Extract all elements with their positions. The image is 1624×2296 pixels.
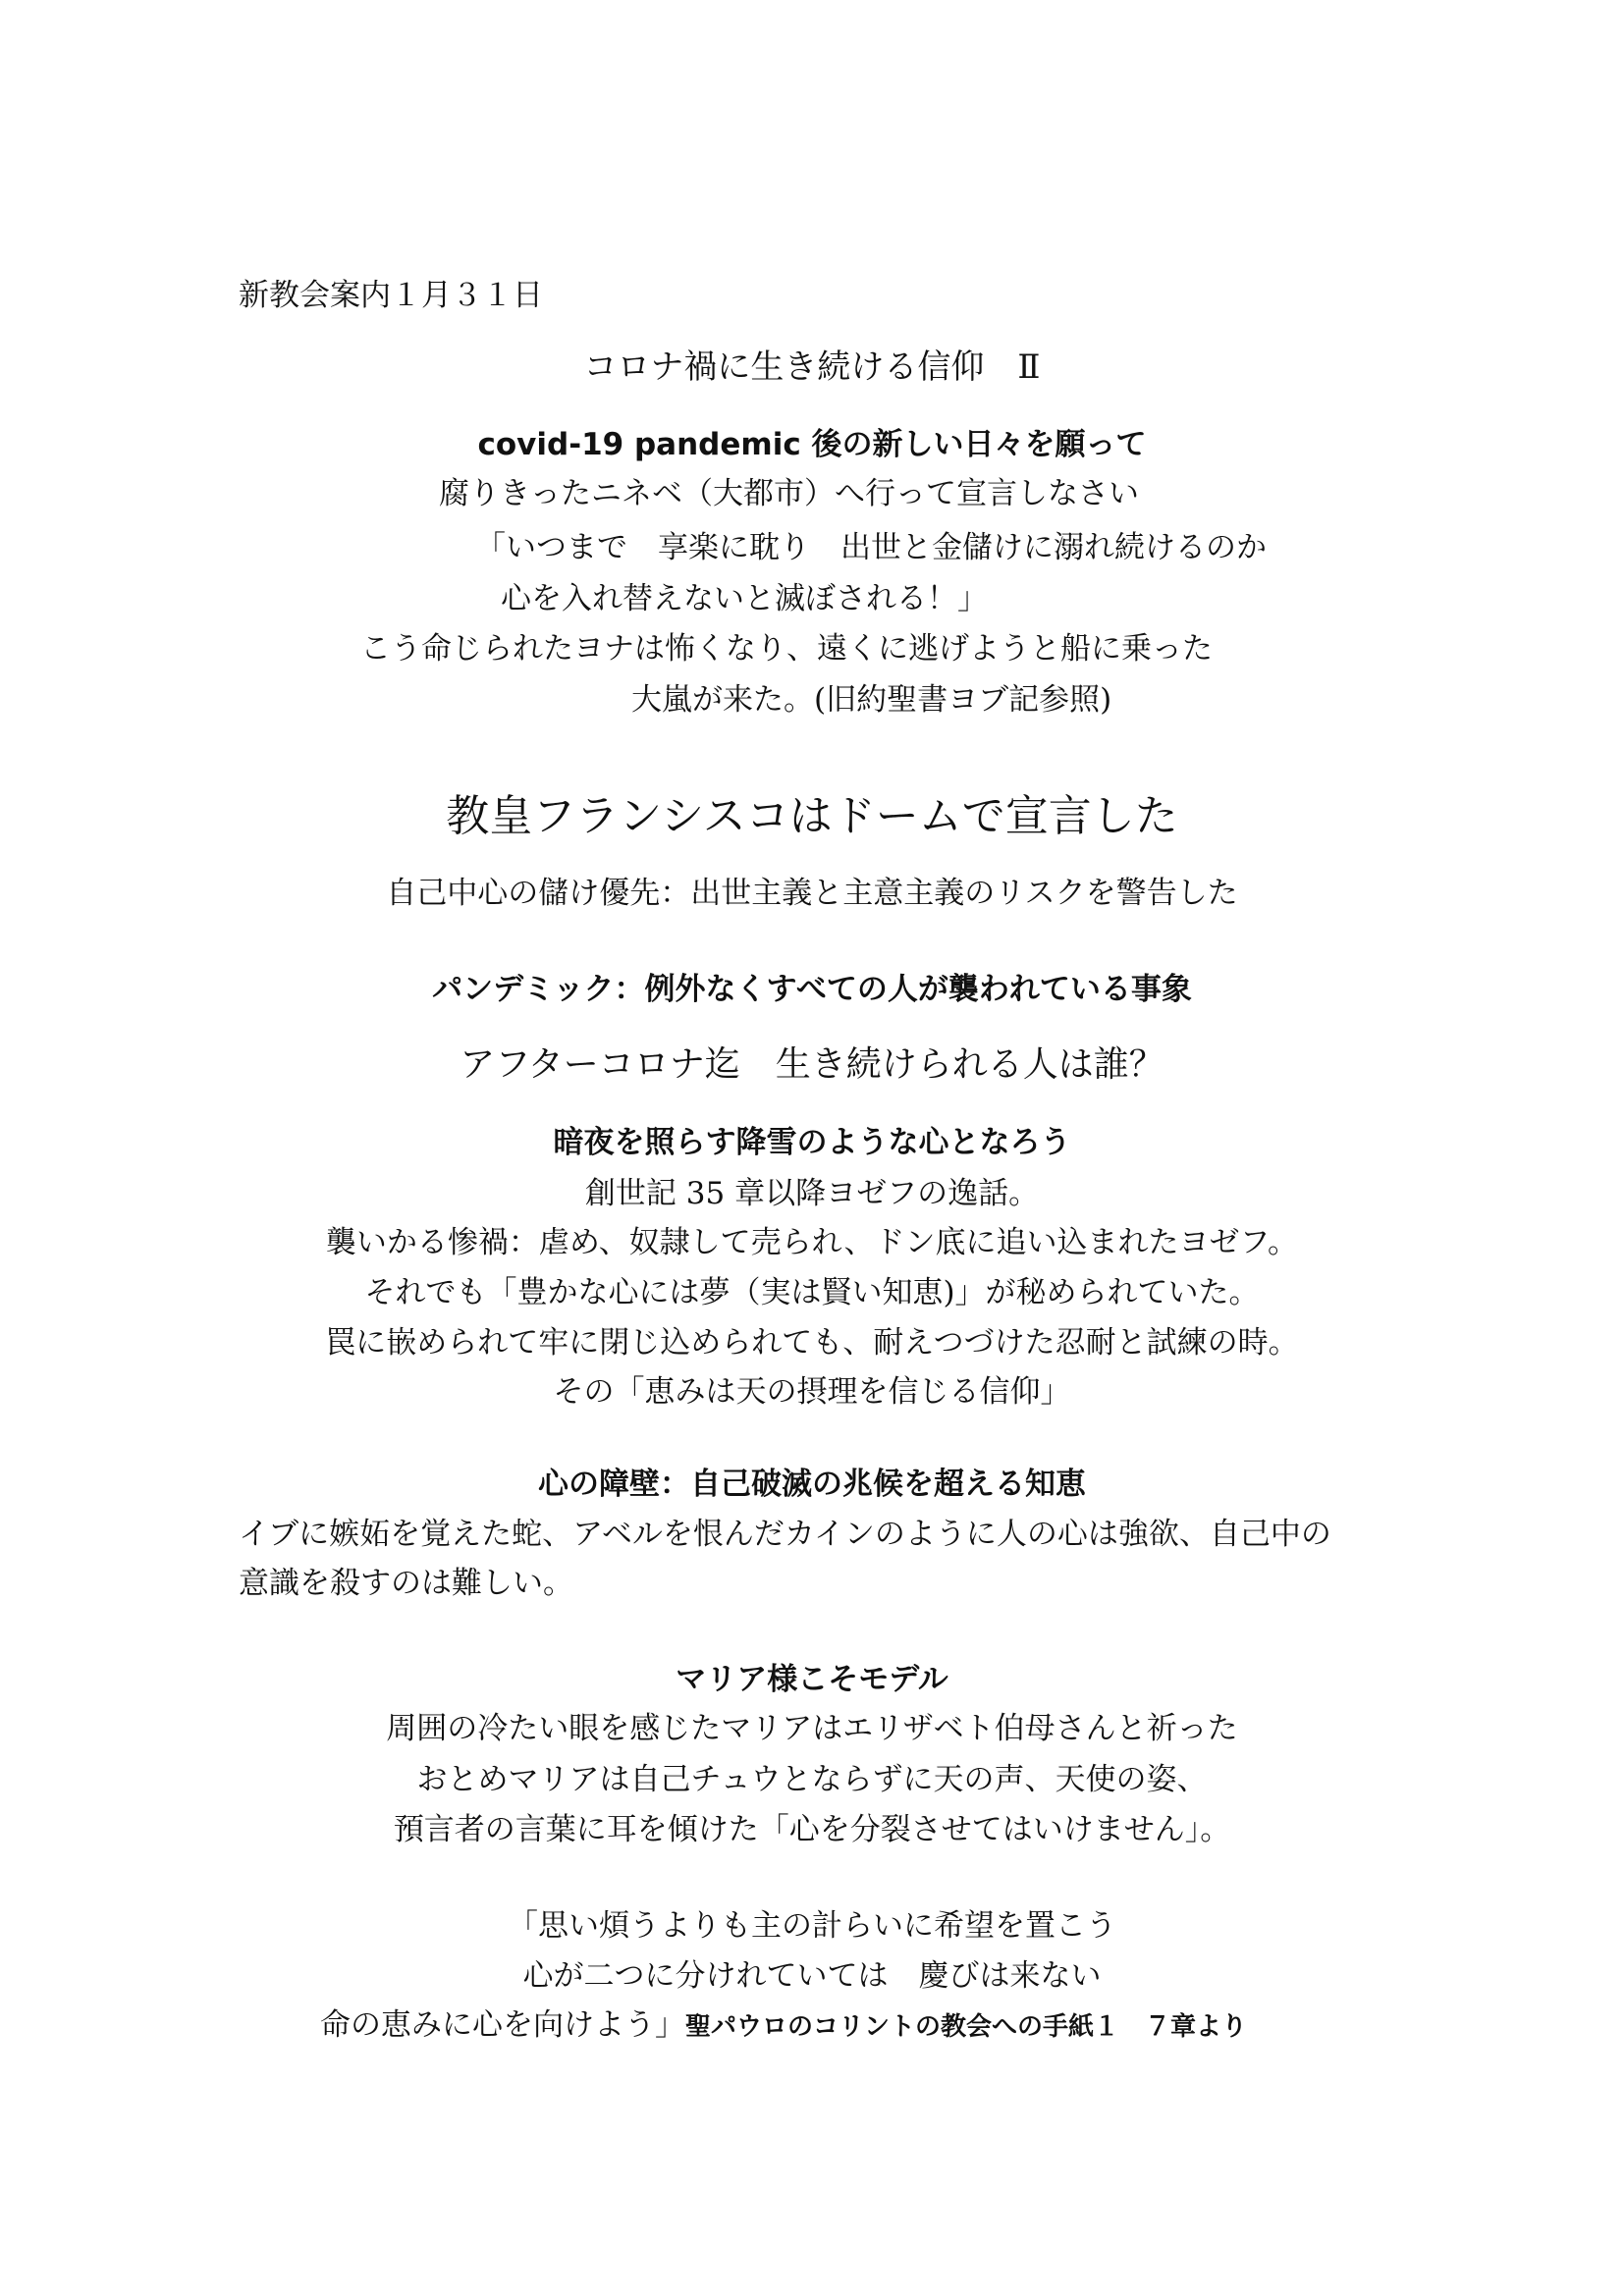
section-heading: 心の障壁：自己破滅の兆候を超える知恵 — [538, 1467, 1086, 1502]
body-line: 意識を殺すのは難しい。 — [239, 1566, 573, 1601]
body-line: 「いつまで 享楽に耽り 出世と金儲けに溺れ続けるのか — [475, 530, 1267, 565]
quote-line: 心が二つに分けれていては 慶びは来ない — [522, 1958, 1102, 1994]
body-line: おとめマリアは自己チュウとならずに天の声、天使の姿、 — [416, 1762, 1208, 1797]
quote-closing — [320, 2007, 1247, 2044]
bold-line: パンデミック：例外なくすべての人が襲われている事象 — [432, 972, 1192, 1007]
quote-line: 命の恵みに心を向けよう」 — [320, 2007, 685, 2043]
body-line: 大嵐が来た。(旧約聖書ヨブ記参照) — [631, 682, 1112, 718]
section-heading: 教皇フランシスコはドームで宣言した — [446, 791, 1178, 841]
section-heading: マリア様こそモデル — [676, 1662, 948, 1697]
page-title: コロナ禍に生き続ける信仰 Ⅱ — [583, 347, 1041, 387]
subtitle: covid-19 pandemic 後の新しい日々を願って — [477, 427, 1147, 462]
body-line: それでも「豊かな心には夢（実は賢い知恵)」が秘められていた。 — [364, 1275, 1260, 1310]
body-line: 罠に嵌められて牢に閉じ込められても、耐えつづけた忍耐と試練の時。 — [325, 1325, 1299, 1361]
body-line: その「恵みは天の摂理を信じる信仰」 — [553, 1374, 1071, 1410]
date-line: 新教会案内１月３１日 — [239, 278, 543, 313]
body-line: イブに嫉妬を覚えた蛇、アベルを恨んだカインのように人の心は強欲、自己中の — [239, 1517, 1331, 1552]
body-line: 腐りきったニネベ（大都市）へ行って宣言しなさい — [439, 476, 1139, 511]
citation: 聖パウロのコリントの教会への手紙１ ７章より — [685, 2012, 1248, 2042]
quote-line: 「思い煩うよりも主の計らいに希望を置こう — [508, 1908, 1116, 1944]
section-heading: 暗夜を照らす降雪のような心となろう — [553, 1125, 1071, 1160]
body-line: 自己中心の儲け優先：出世主義と主意主義のリスクを警告した — [386, 876, 1238, 911]
body-line: 預言者の言葉に耳を傾けた「心を分裂させてはいけません」。 — [393, 1812, 1231, 1847]
body-line: 襲いかる惨禍：虐め、奴隷して売られ、ドン底に追い込まれたヨゼフ。 — [325, 1225, 1299, 1260]
body-line: こう命じられたヨナは怖くなり、遠くに逃げようと船に乗った — [360, 631, 1213, 667]
body-line: 創世記 35 章以降ヨゼフの逸話。 — [584, 1176, 1040, 1211]
body-line: 心を入れ替えないと滅ぼされる！」 — [501, 581, 988, 616]
body-line: 周囲の冷たい眼を感じたマリアはエリザベト伯母さんと祈った — [386, 1711, 1238, 1746]
section-subheading: アフターコロナ迄 生き続けられる人は誰？ — [460, 1044, 1164, 1085]
